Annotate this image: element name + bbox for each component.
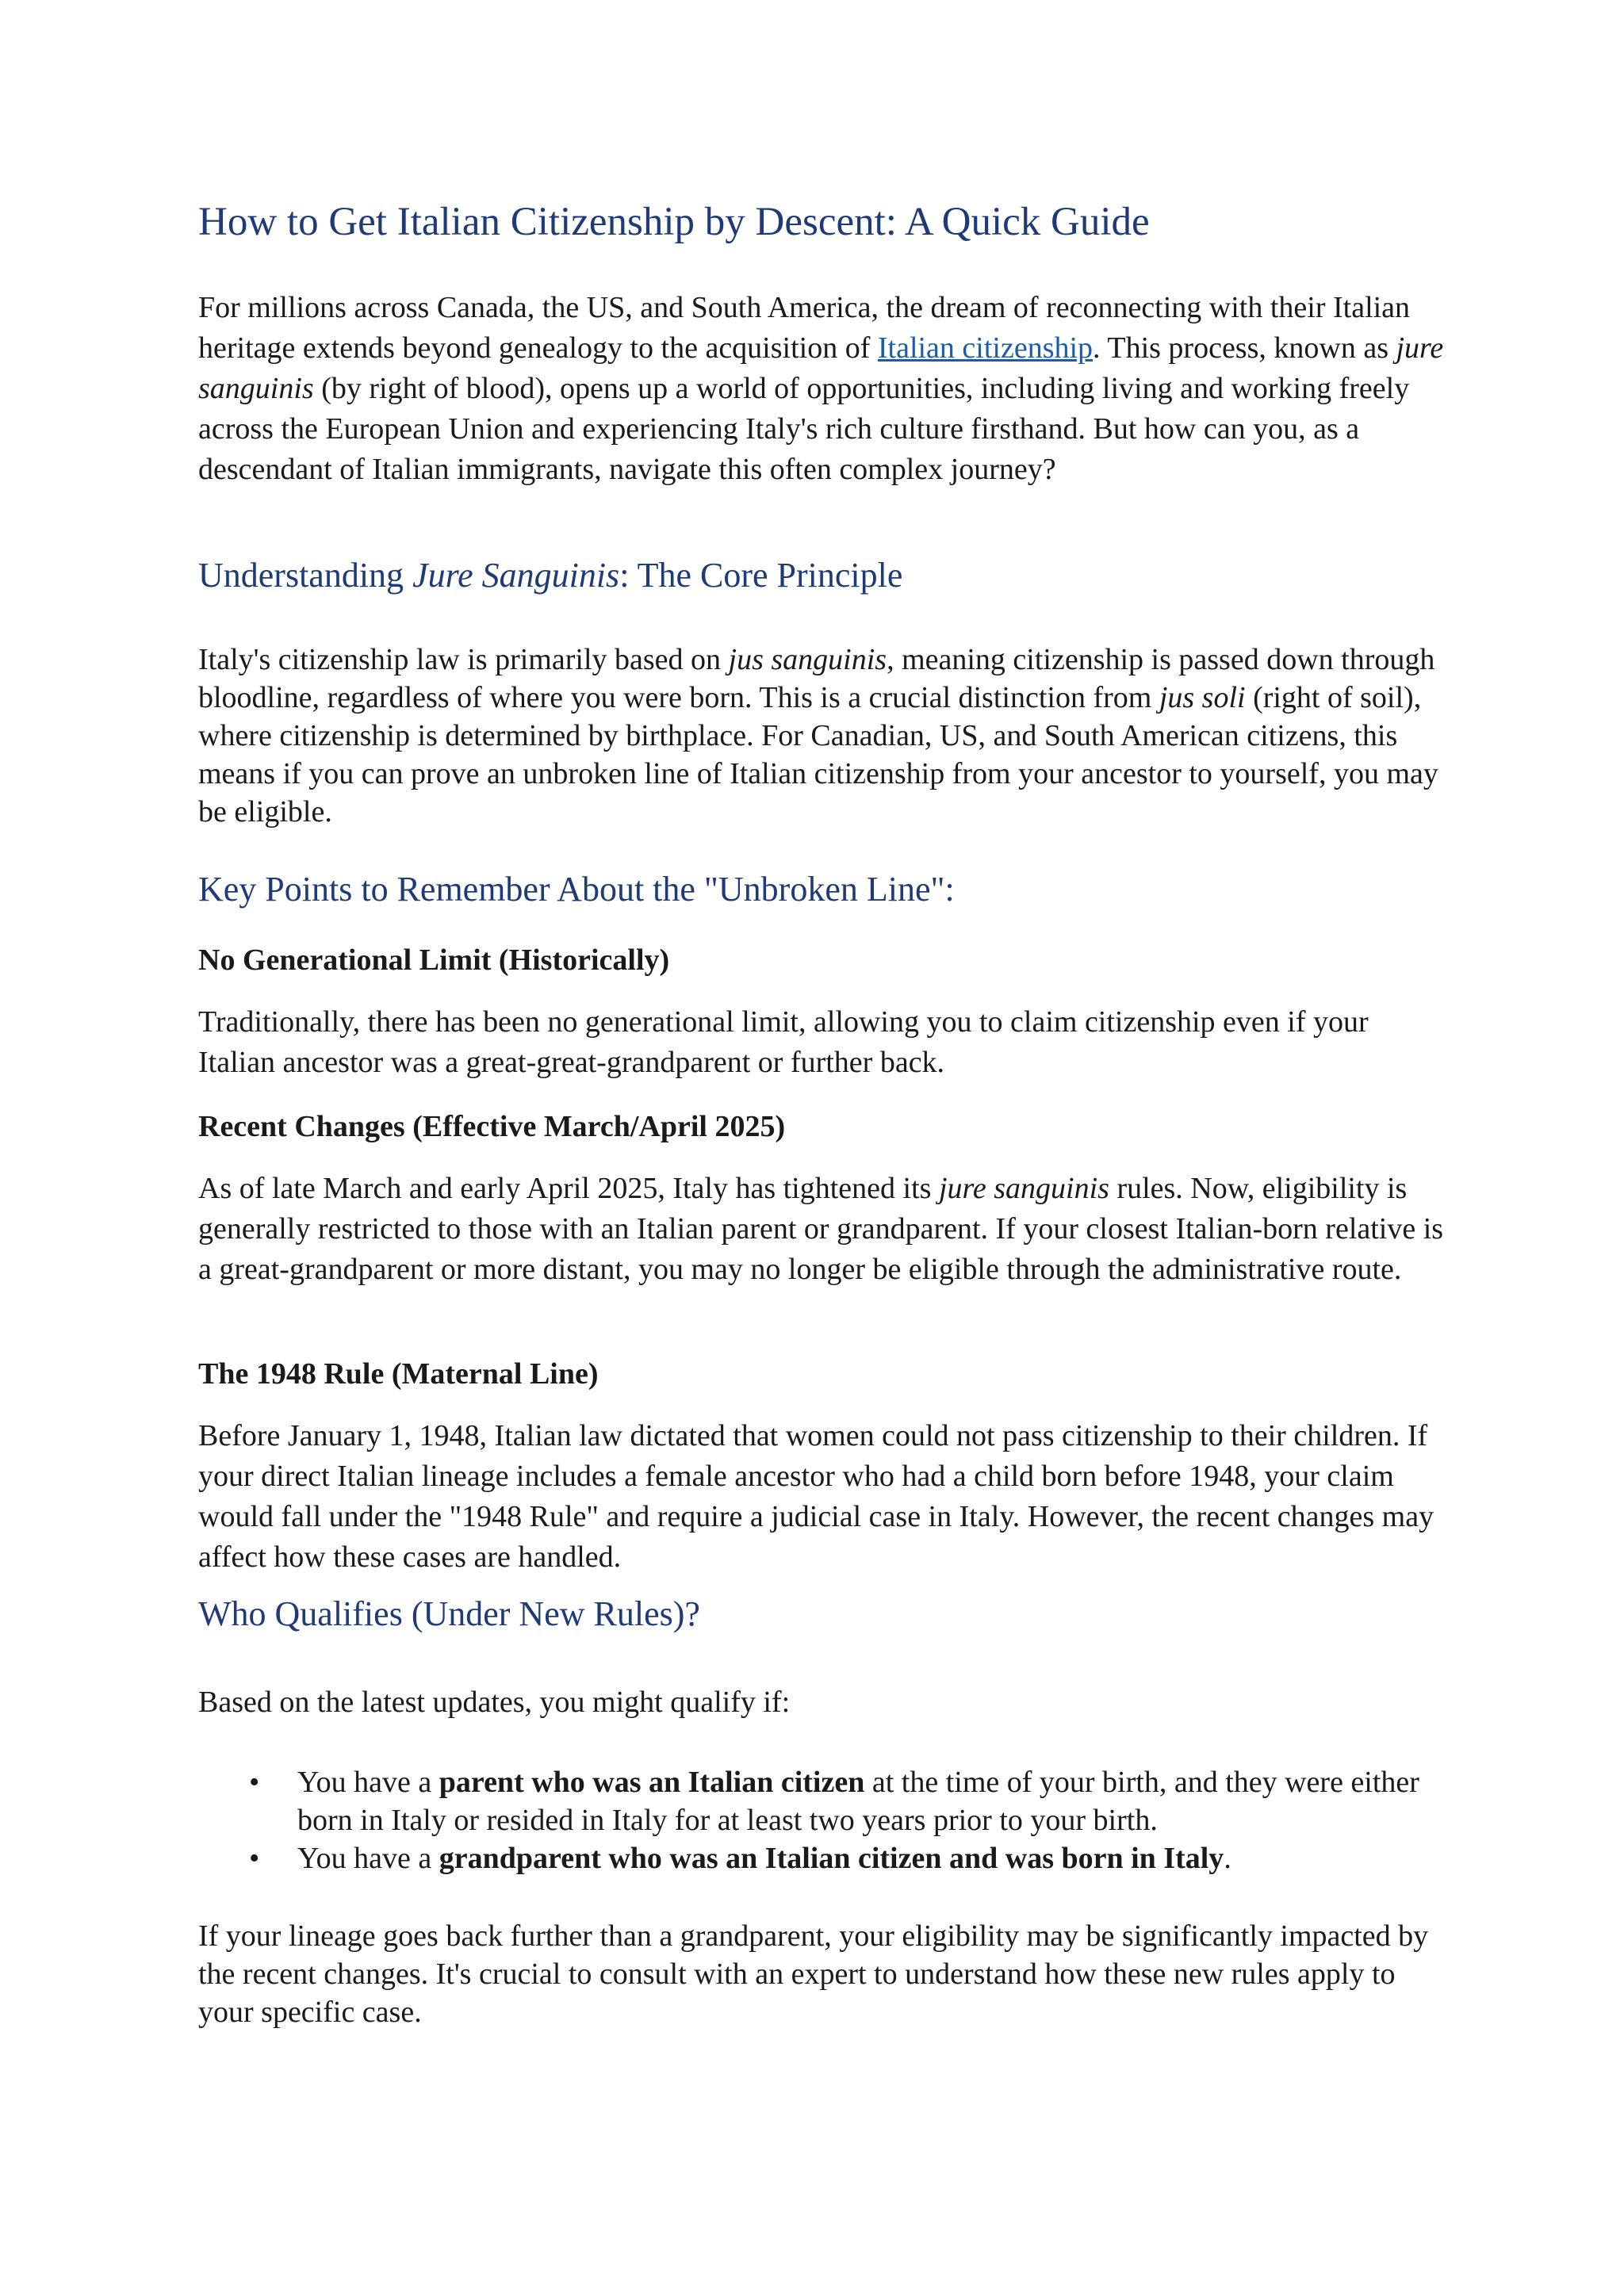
recent-changes-title: Recent Changes (Effective March/April 2025) xyxy=(198,1110,786,1143)
subheading-1948-rule xyxy=(198,1354,1451,1395)
core-text-2: , meaning citizenship is passed down through bloodline, regardless of where you were born. This is a crucial distinction from xyxy=(198,643,1435,714)
who-qualifies-intro-text: Based on the latest updates, you might qualify if: xyxy=(198,1686,791,1719)
rule-1948-text: Before January 1, 1948, Italian law dictated that women could not pass citizenship to their children. If your direct Italian lineage includes a female ancestor who had a child born before 1948, your claim would fall under the "1948 Rule" and require a judicial case in Italy. However, the recent changes may affect how these cases are handled. xyxy=(198,1419,1434,1574)
core-text-1: Italy's citizenship law is primarily based on xyxy=(198,643,729,676)
closing-paragraph xyxy=(198,1917,1451,2031)
list-item xyxy=(198,1839,1451,1877)
bullet-1-text-1: You have a xyxy=(297,1766,439,1799)
bullet-1-text-2: at the time of your birth, and they were either born in Italy or resided in Italy for at least two years prior to your birth. xyxy=(297,1766,1419,1837)
bullet-1-bold: parent who was an Italian citizen xyxy=(439,1766,865,1799)
section-core-principle-heading xyxy=(198,555,1451,597)
core-principle-paragraph xyxy=(198,641,1451,831)
rule-1948-title: The 1948 Rule (Maternal Line) xyxy=(198,1357,599,1391)
intro-text-3: (by right of blood), opens up a world of opportunities, including living and working freely across the European Union and experiencing Italy's rich culture firsthand. But how can you, as a descendant of Italian immigrants, navigate this often complex journey? xyxy=(198,372,1410,486)
bullet-2-bold: grandparent who was an Italian citizen and was born in Italy xyxy=(439,1842,1224,1875)
recent-changes-text-1: As of late March and early April 2025, Italy has tightened its xyxy=(198,1172,939,1205)
intro-paragraph xyxy=(198,288,1451,490)
heading-text-pre: Understanding xyxy=(198,556,413,595)
page-title: How to Get Italian Citizenship by Descent: A Quick Guide xyxy=(198,200,1150,244)
section-unbroken-line-heading xyxy=(198,869,1451,911)
jus-sanguinis-emphasis: jus sanguinis xyxy=(728,643,887,676)
bullet-2-text-2: . xyxy=(1224,1842,1231,1875)
italian-citizenship-link[interactable]: Italian citizenship xyxy=(877,331,1094,365)
bullet-icon: • xyxy=(249,1842,260,1875)
recent-changes-text-2: rules. Now, eligibility is generally restricted to those with an Italian parent or grandparent. If your closest Italian-born relative is a great-grandparent or more distant, you may no longer be eligible through the administrative route. xyxy=(198,1172,1444,1286)
heading-emphasis: Jure Sanguinis xyxy=(412,556,620,595)
bullet-icon: • xyxy=(249,1766,260,1799)
bullet-2-text-1: You have a xyxy=(297,1842,439,1875)
intro-emphasis: jure sanguinis xyxy=(198,331,1444,405)
generational-limit-text: Traditionally, there has been no generational limit, allowing you to claim citizenship even if your Italian ancestor was a great-great-grandparent or further back. xyxy=(198,1005,1369,1079)
intro-text-1: For millions across Canada, the US, and South America, the dream of reconnecting with their Italian heritage extends beyond genealogy to the acquisition of xyxy=(198,291,1411,365)
who-qualifies-intro xyxy=(198,1682,1451,1723)
qualification-list xyxy=(198,1763,1451,1877)
core-text-3: (right of soil), where citizenship is determined by birthplace. For Canadian, US, and South American citizens, this means if you can prove an unbroken line of Italian citizenship from your ancestor to yourself, you may be eligible. xyxy=(198,681,1438,828)
section-who-qualifies-heading xyxy=(198,1594,1451,1636)
rule-1948-paragraph xyxy=(198,1416,1451,1578)
generational-limit-title: No Generational Limit (Historically) xyxy=(198,943,670,977)
heading-text-post: : The Core Principle xyxy=(619,556,903,595)
recent-changes-paragraph xyxy=(198,1169,1451,1290)
who-qualifies-heading: Who Qualifies (Under New Rules)? xyxy=(198,1594,700,1633)
generational-limit-paragraph xyxy=(198,1002,1451,1083)
list-item xyxy=(198,1763,1451,1839)
unbroken-line-heading: Key Points to Remember About the "Unbroken Line": xyxy=(198,870,955,909)
subheading-recent-changes xyxy=(198,1107,1451,1147)
closing-text: If your lineage goes back further than a grandparent, your eligibility may be significantly impacted by the recent changes. It's crucial to consult with an expert to understand how these new rules apply to your specific case. xyxy=(198,1919,1429,2029)
intro-text-2: . This process, known as xyxy=(1093,331,1396,365)
jus-soli-emphasis: jus soli xyxy=(1159,681,1246,714)
jure-sanguinis-emphasis: jure sanguinis xyxy=(938,1172,1109,1205)
subheading-generational-limit xyxy=(198,940,1451,981)
